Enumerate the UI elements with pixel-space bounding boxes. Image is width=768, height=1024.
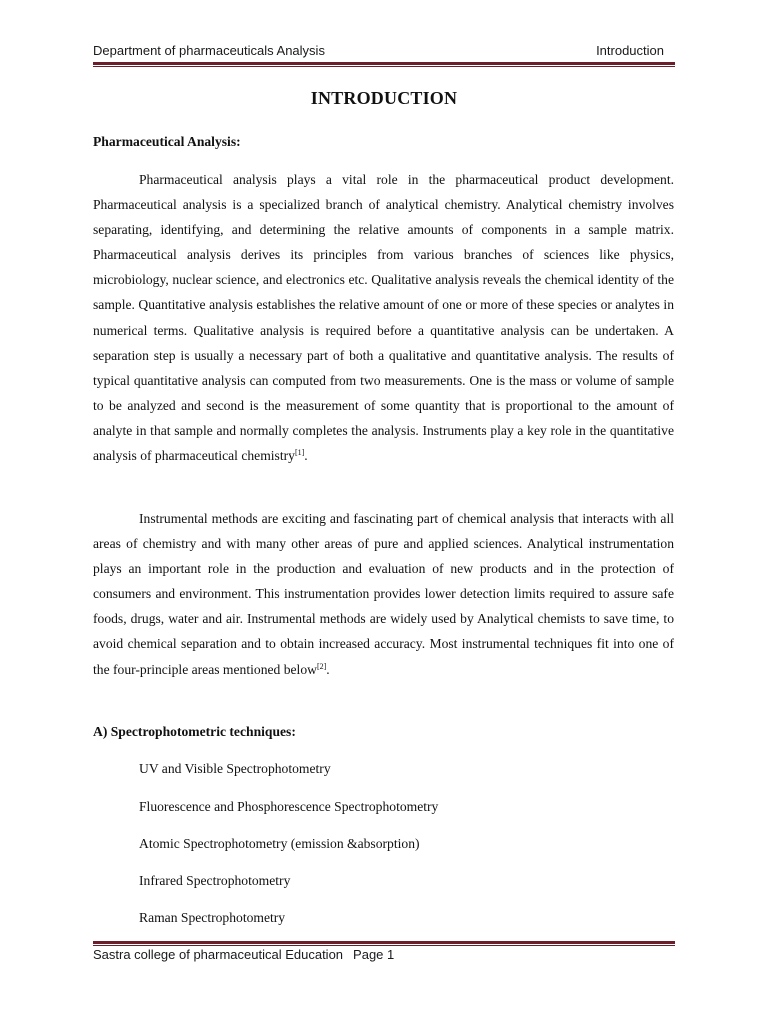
list-item: Raman Spectrophotometry [139, 910, 286, 925]
section-heading-pharmaceutical-analysis: Pharmaceutical Analysis: [93, 134, 241, 149]
citation-1: [1] [294, 448, 305, 458]
list-item: UV and Visible Spectrophotometry [139, 761, 331, 776]
header-department: Department of pharmaceuticals Analysis [93, 43, 325, 58]
page-header [93, 40, 675, 62]
paragraph-2-end: . [326, 661, 330, 677]
paragraph-1-text: Pharmaceutical analysis plays a vital role in the pharmaceutical product development. Pharmaceutical analysis is a specialized branch of analytical chemistry. Analytical chemistry involves separating, identifying, and determining the relative amounts of components in a sample matrix. Pharmaceutical analysis derives its principles from various branches of sciences like physics, microbiology, nuclear science, and electronics etc. Qualitative analysis reveals the chemical identity of the sample. Quantitative analysis establishes the relative amount of one or more of these species or analytes in numerical terms. Qualitative analysis is required before a quantitative analysis can be undertaken. A separation step is usually a necessary part of both a qualitative and quantitative analysis. The results of typical quantitative analysis can computed from two measurements. One is the mass or volume of sample to be analyzed and second is the measurement of some quantity that is proportional to the amount of analyte in that sample and normally completes the analysis. Instruments play a key role in the quantitative analysis of pharmaceutical chemistry [93, 172, 674, 464]
section-heading-spectrophotometric: A) Spectrophotometric techniques: [93, 724, 296, 739]
paragraph-pharmaceutical-analysis [93, 167, 674, 468]
page-footer [93, 947, 394, 962]
paragraph-instrumental-methods [93, 506, 674, 682]
page-title: INTRODUCTION [310, 88, 458, 108]
footer-institution: Sastra college of pharmaceutical Education [93, 947, 344, 962]
list-item: Infrared Spectrophotometry [139, 873, 291, 888]
header-divider [93, 62, 675, 68]
paragraph-1-end: . [304, 448, 308, 464]
list-item: Fluorescence and Phosphorescence Spectrophotometry [139, 799, 439, 814]
paragraph-2-text: Instrumental methods are exciting and fascinating part of chemical analysis that interacts with all areas of chemistry and with many other areas of pure and applied sciences. Analytical instrumentation plays an important role in the production and evaluation of new products and in the protection of consumers and environment. This instrumentation provides lower detection limits required to assure safe foods, drugs, water and air. Instrumental methods are widely used by Analytical chemists to save time, to avoid chemical separation and to obtain increased accuracy. Most instrumental techniques fit into one of the four-principle areas mentioned below [93, 511, 674, 677]
citation-2: [2] [316, 661, 327, 671]
list-item: Atomic Spectrophotometry (emission &absorption) [139, 836, 420, 851]
header-section: Introduction [596, 43, 664, 58]
footer-page-number: Page 1 [353, 947, 395, 962]
